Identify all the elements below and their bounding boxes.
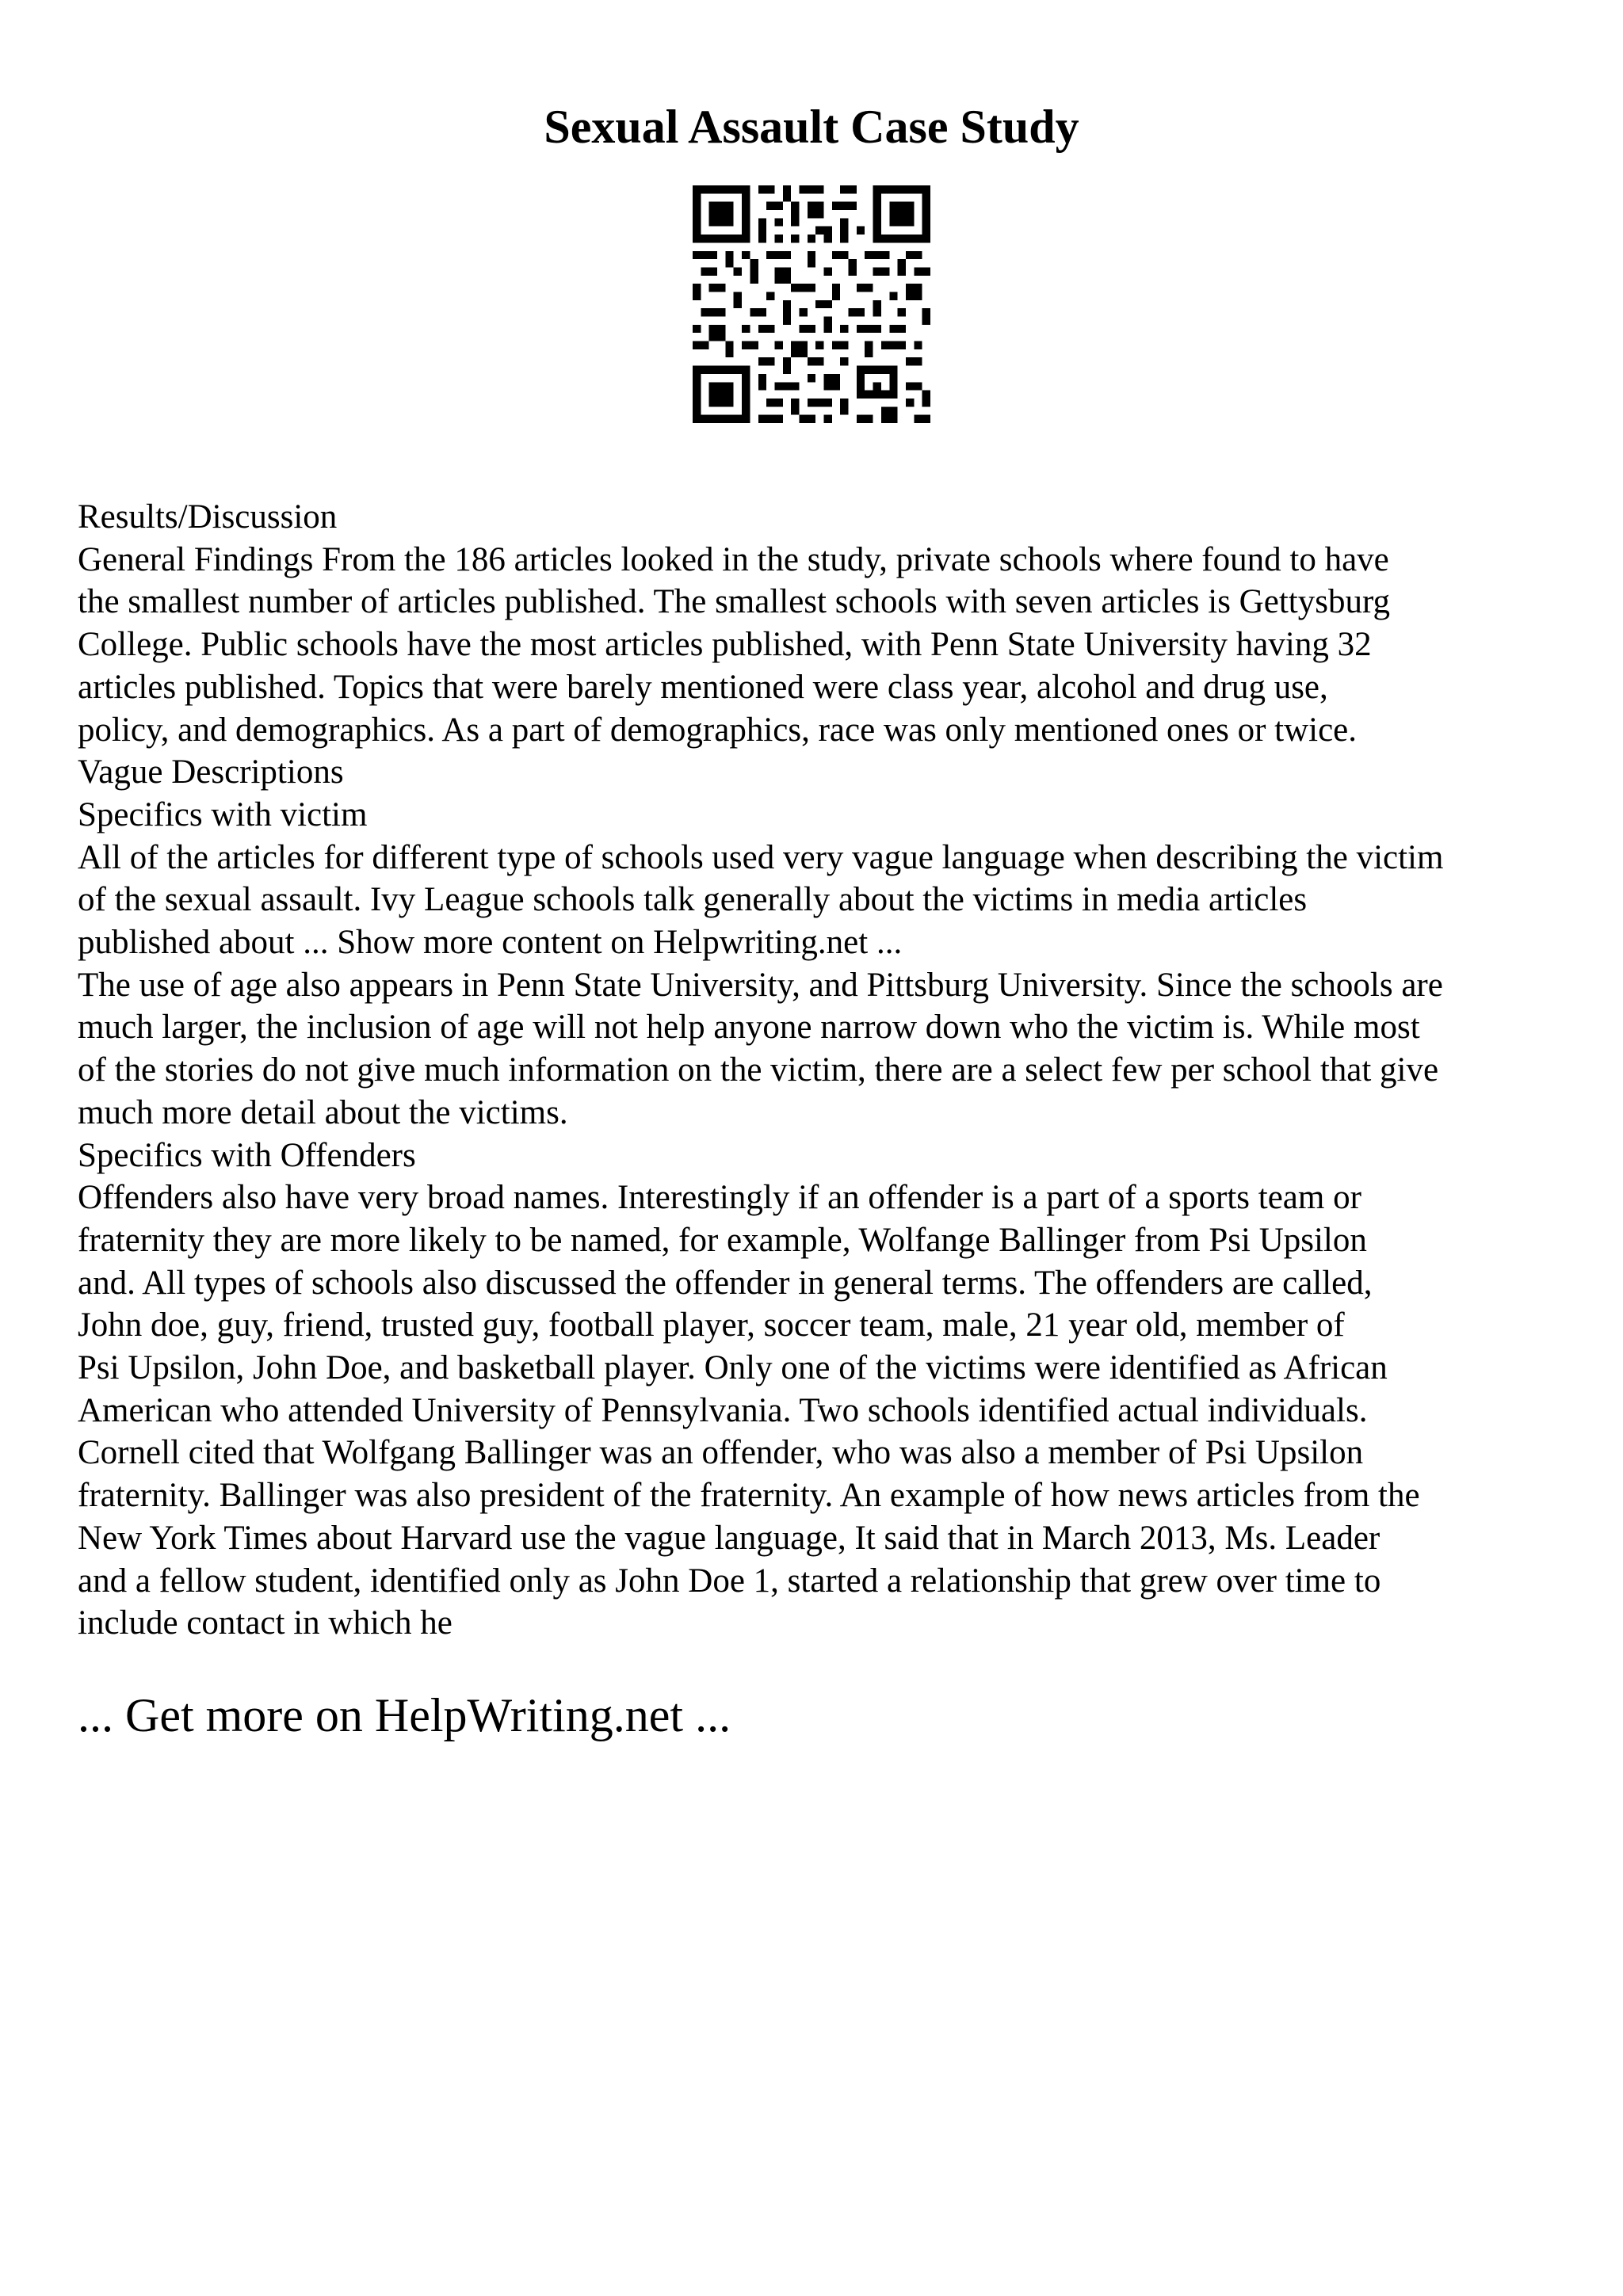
body-text: [78, 496, 1568, 1645]
section-heading-specifics-offenders: Specifics with Offenders: [78, 1136, 416, 1174]
paragraph-victim-language: All of the articles for different type of schools used very vague language when describing the victim of the sexual assault. Ivy League schools talk generally about the victims in media articles published about ... Show more content on Helpwriting.net ...: [78, 838, 1444, 962]
paragraph-offenders: Offenders also have very broad names. Interestingly if an offender is a part of a sports team or fraternity they are more likely to be named, for example, Wolfange Ballinger from Psi Upsilon and. All types of schools also discussed the offender in general terms. The offenders are called, John doe, guy, friend, trusted guy, football player, soccer team, male, 21 year old, member of Psi Upsilon, John Doe, and basketball player. Only one of the victims were identified as African American who attended University of Pennsylvania. Two schools identified actual individuals. Cornell cited that Wolfgang Ballinger was an offender, who was also a member of Psi Upsilon fraternity. Ballinger was also president of the fraternity. An example of how news articles from the New York Times about Harvard use the vague language, It said that in March 2013, Ms. Leader and a fellow student, identified only as John Doe 1, started a relationship that grew over time to include contact in which he: [78, 1179, 1420, 1642]
get-more-link[interactable]: ... Get more on HelpWriting.net ...: [78, 1689, 731, 1741]
qr-code-icon: [693, 185, 930, 423]
page-title: Sexual Assault Case Study: [544, 101, 1079, 153]
section-heading-results: Results/Discussion: [78, 498, 338, 536]
section-heading-specifics-victim: Specifics with victim: [78, 795, 368, 833]
paragraph-general-findings: General Findings From the 186 articles looked in the study, private schools where found to have the smallest number of articles published. The smallest schools with seven articles is Gettysburg College. Public schools have the most articles published, with Penn State University having 32 articles published. Topics that were barely mentioned were class year, alcohol and drug use, policy, and demographics. As a part of demographics, race was only mentioned ones or twice.: [78, 540, 1390, 749]
section-heading-vague-descriptions: Vague Descriptions: [78, 753, 344, 791]
paragraph-use-of-age: The use of age also appears in Penn State University, and Pittsburg University. Since the schools are much larger, the inclusion of age will not help anyone narrow down who the victim is. While most of the stories do not give much information on the victim, there are a select few per school that give much more detail about the victims.: [78, 966, 1443, 1131]
